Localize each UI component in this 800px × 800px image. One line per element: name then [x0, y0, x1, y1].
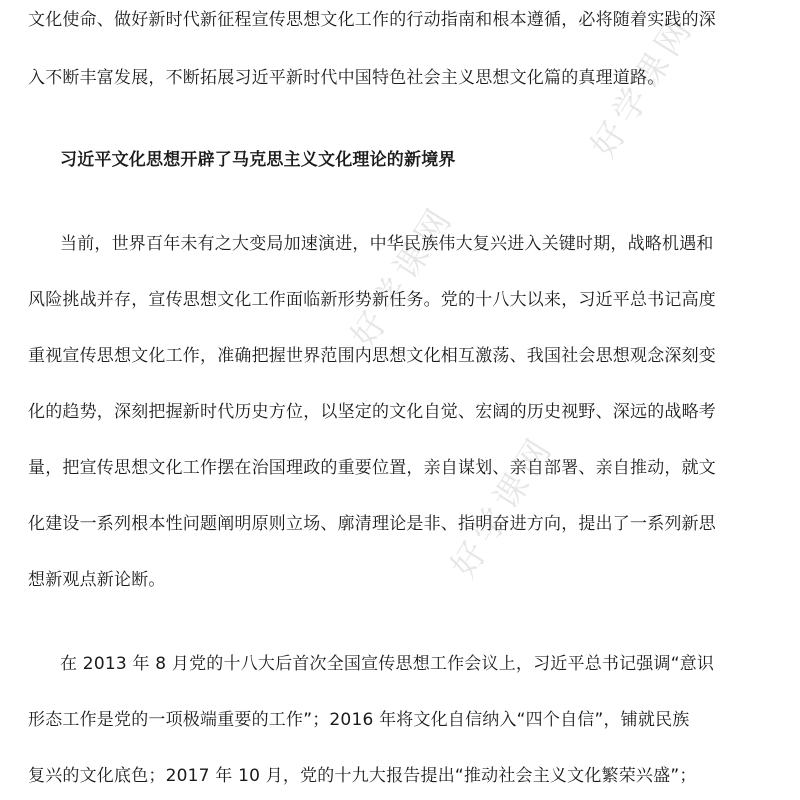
paragraph-line: 在 2013 年 8 月党的十八大后首次全国宣传思想工作会议上，习近平总书记强调“意识 — [60, 654, 715, 674]
paragraph-line: 文化使命、做好新时代新征程宣传思想文化工作的行动指南和根本遵循，必将随着实践的深 — [28, 10, 716, 30]
paragraph-line: 复兴的文化底色；2017 年 10 月，党的十九大报告提出“推动社会主义文化繁荣兴盛”； — [28, 766, 697, 786]
paragraph-line: 当前，世界百年未有之大变局加速演进，中华民族伟大复兴进入关键时期，战略机遇和 — [60, 234, 714, 254]
watermark: 好学课网 — [583, 7, 703, 165]
paragraph-line: 入不断丰富发展，不断拓展习近平新时代中国特色社会主义思想文化篇的真理道路。 — [28, 68, 665, 88]
paragraph-line: 想新观点新论断。 — [28, 570, 166, 590]
watermark: 好学课网 — [343, 197, 463, 355]
paragraph-line: 重视宣传思想文化工作，准确把握世界范围内思想文化相互激荡、我国社会思想观念深刻变 — [28, 346, 716, 366]
paragraph-line: 化的趋势，深刻把握新时代历史方位，以坚定的文化自觉、宏阔的历史视野、深远的战略考 — [28, 402, 716, 422]
watermark: 好学课网 — [443, 427, 563, 585]
paragraph-line: 形态工作是党的一项极端重要的工作”；2016 年将文化自信纳入“四个自信”，铺就民族 — [28, 710, 690, 730]
paragraph-line: 量，把宣传思想文化工作摆在治国理政的重要位置，亲自谋划、亲自部署、亲自推动，就文 — [28, 458, 716, 478]
paragraph-line: 化建设一系列根本性问题阐明原则立场、廓清理论是非、指明奋进方向，提出了一系列新思 — [28, 514, 716, 534]
paragraph-line: 风险挑战并存，宣传思想文化工作面临新形势新任务。党的十八大以来，习近平总书记高度 — [28, 290, 716, 310]
section-heading: 习近平文化思想开辟了马克思主义文化理论的新境界 — [60, 150, 456, 170]
